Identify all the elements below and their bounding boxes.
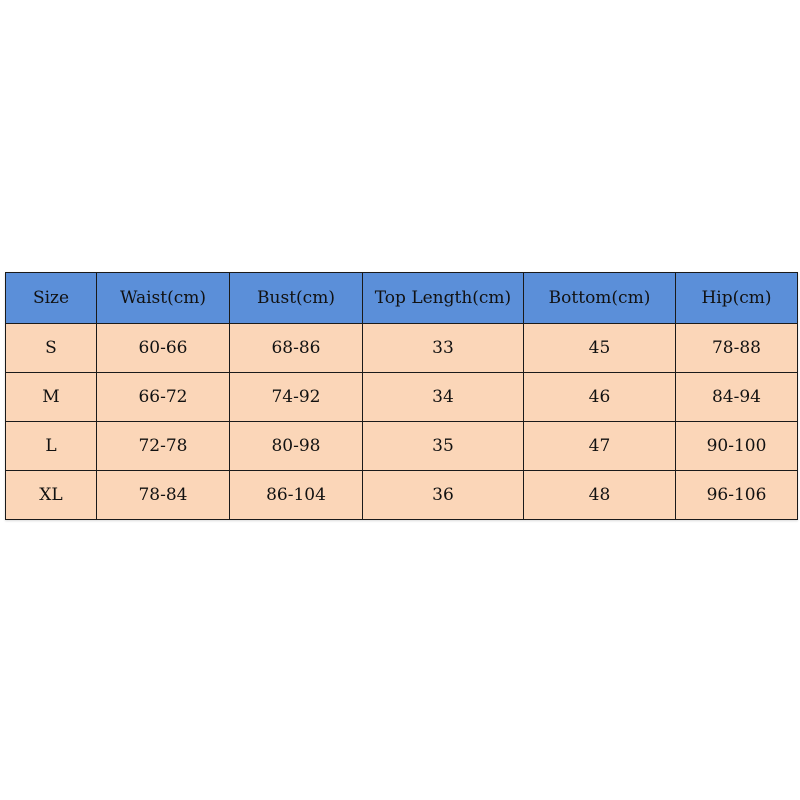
cell-bust: 86-104	[230, 471, 363, 520]
header-hip: Hip(cm)	[676, 273, 798, 324]
cell-waist: 72-78	[97, 422, 230, 471]
cell-size: M	[6, 373, 97, 422]
cell-bust: 80-98	[230, 422, 363, 471]
cell-size: S	[6, 324, 97, 373]
cell-hip: 90-100	[676, 422, 798, 471]
cell-top-length: 35	[363, 422, 524, 471]
cell-waist: 60-66	[97, 324, 230, 373]
cell-bust: 74-92	[230, 373, 363, 422]
table-row	[6, 422, 798, 471]
cell-size: XL	[6, 471, 97, 520]
cell-top-length: 36	[363, 471, 524, 520]
header-waist: Waist(cm)	[97, 273, 230, 324]
header-bottom: Bottom(cm)	[524, 273, 676, 324]
cell-waist: 78-84	[97, 471, 230, 520]
cell-size: L	[6, 422, 97, 471]
cell-hip: 78-88	[676, 324, 798, 373]
cell-hip: 96-106	[676, 471, 798, 520]
header-top-length: Top Length(cm)	[363, 273, 524, 324]
cell-top-length: 34	[363, 373, 524, 422]
size-chart-table	[5, 272, 798, 520]
cell-bottom: 48	[524, 471, 676, 520]
cell-bottom: 47	[524, 422, 676, 471]
cell-waist: 66-72	[97, 373, 230, 422]
header-bust: Bust(cm)	[230, 273, 363, 324]
cell-top-length: 33	[363, 324, 524, 373]
cell-bust: 68-86	[230, 324, 363, 373]
header-size: Size	[6, 273, 97, 324]
cell-bottom: 46	[524, 373, 676, 422]
table-row	[6, 373, 798, 422]
header-row	[6, 273, 798, 324]
table-row	[6, 324, 798, 373]
cell-hip: 84-94	[676, 373, 798, 422]
table-row	[6, 471, 798, 520]
cell-bottom: 45	[524, 324, 676, 373]
